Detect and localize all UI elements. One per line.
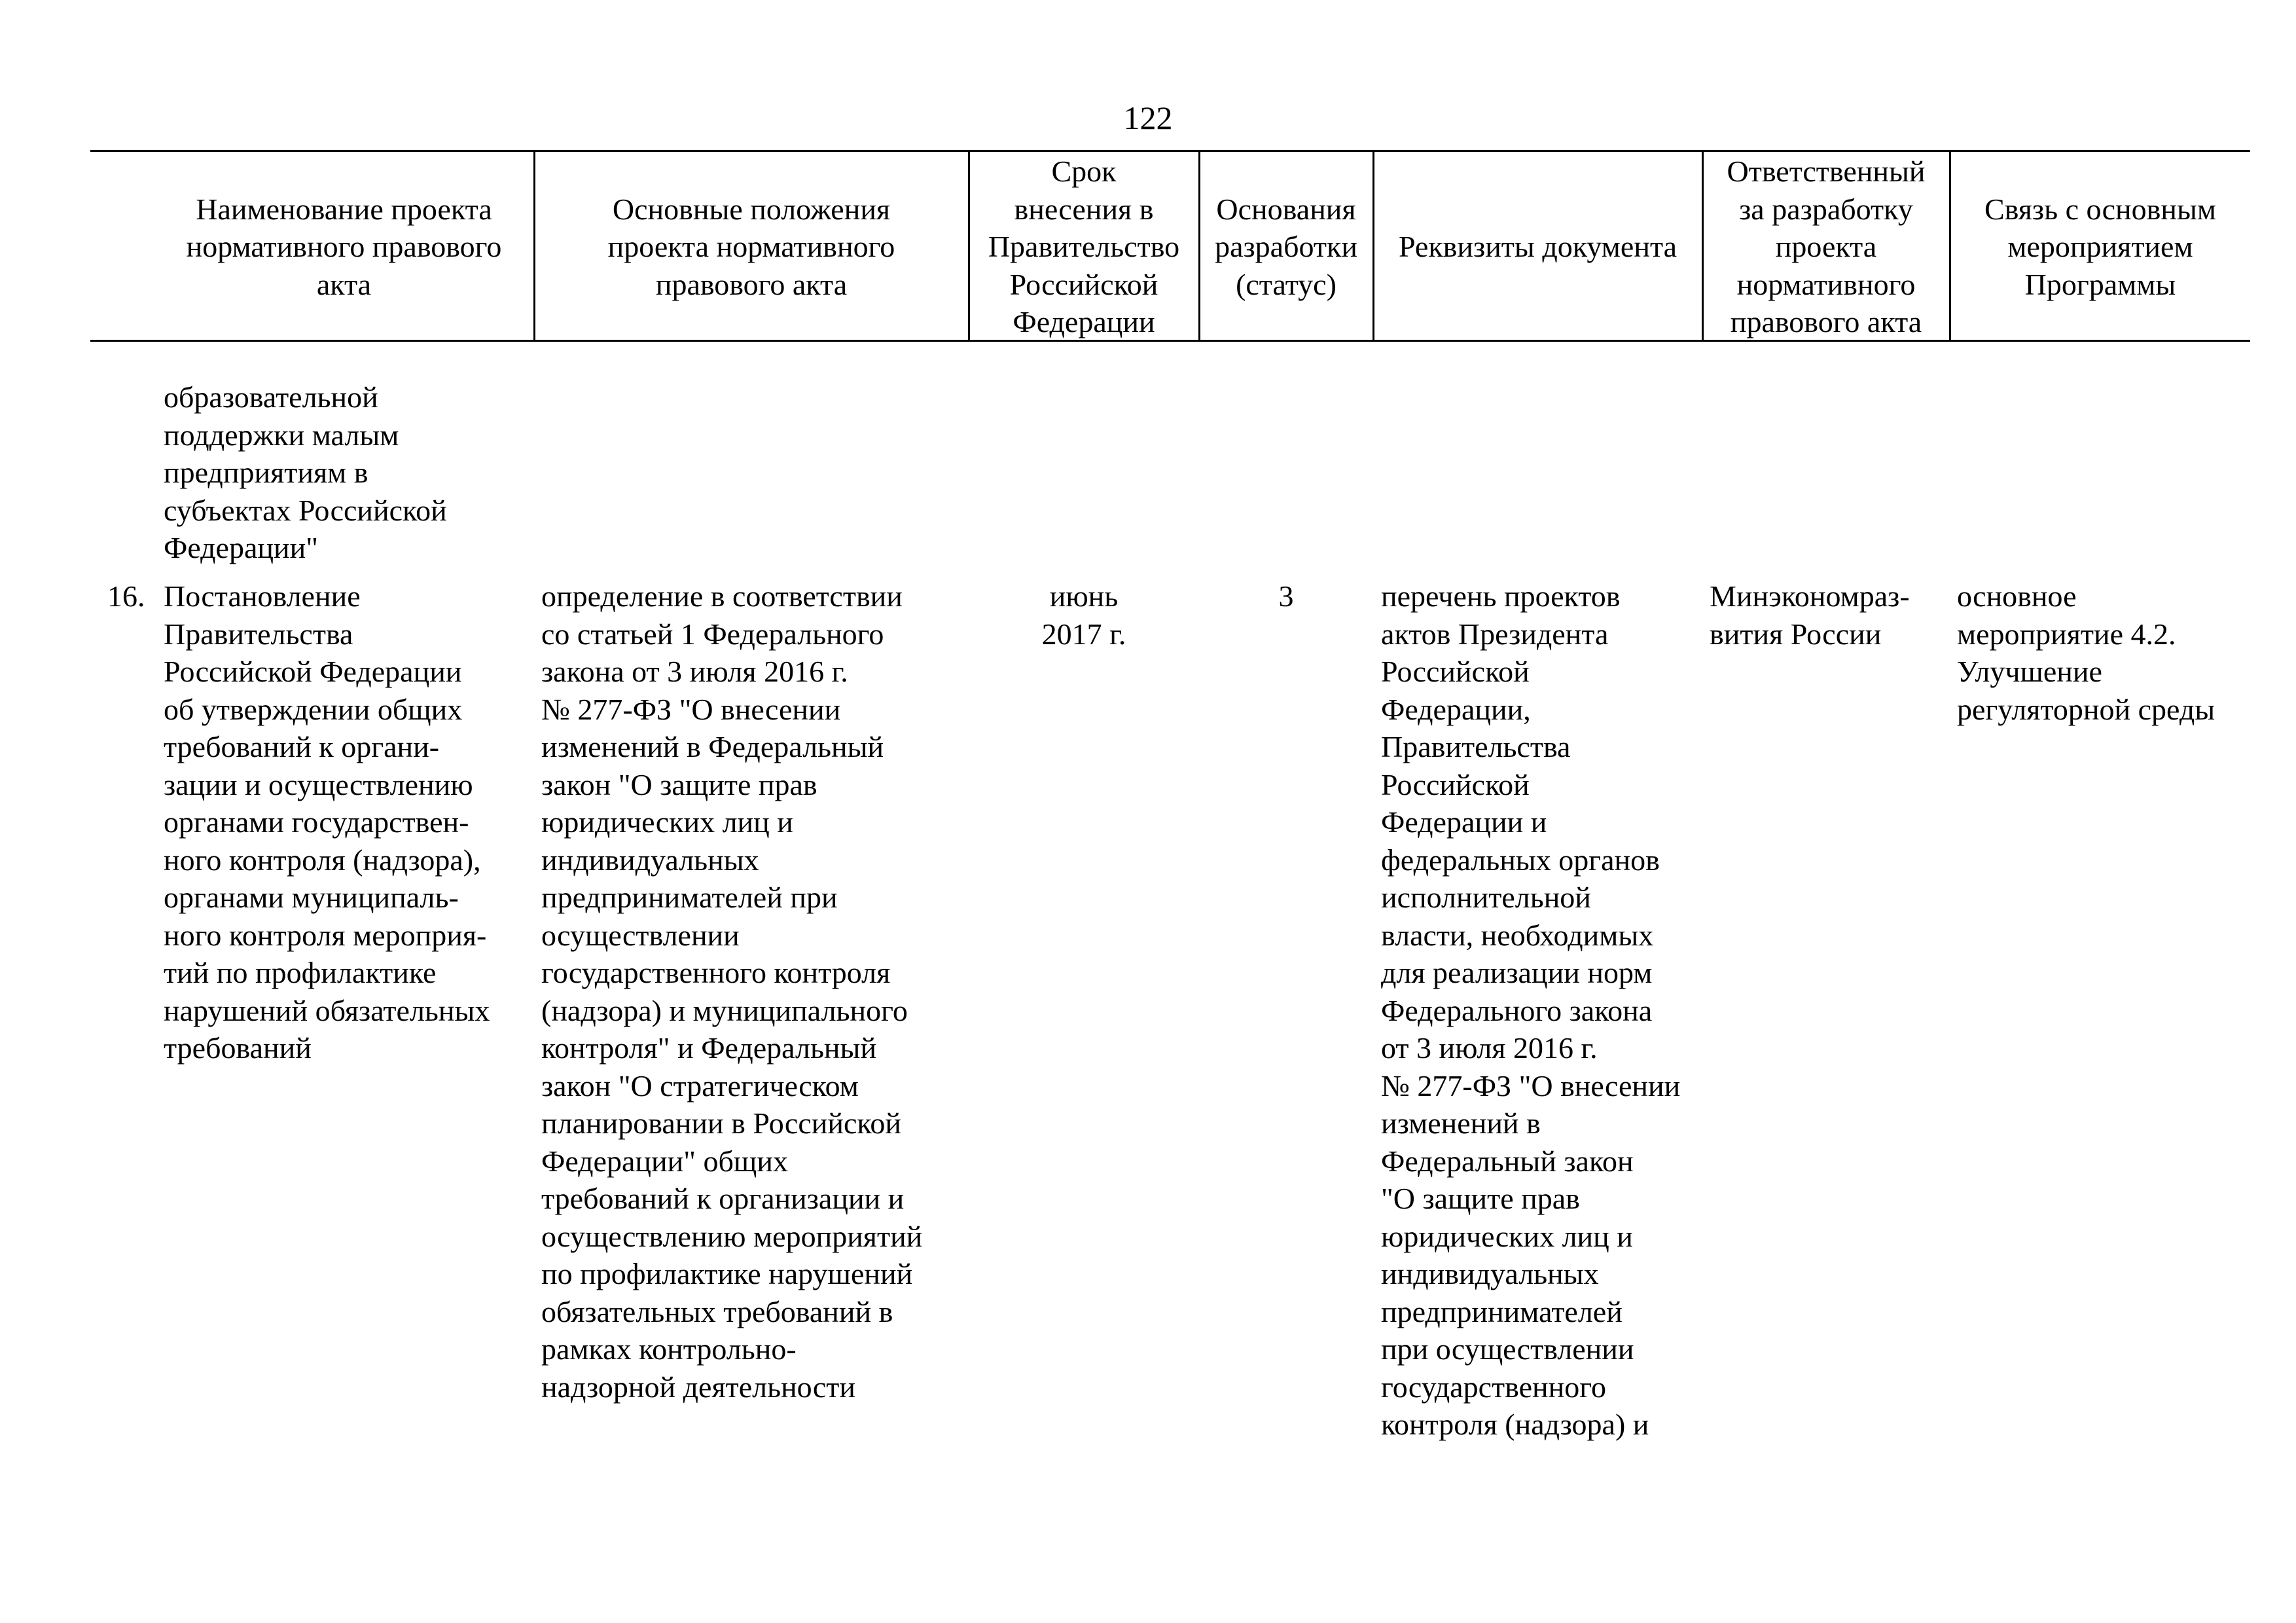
page-number: 122	[1123, 100, 1173, 136]
header-responsible: Ответственный за разработку проекта нормативного правового акта	[1727, 155, 1926, 339]
row-number: 16.	[107, 579, 145, 613]
header-name: Наименование проекта нормативного правового акта	[186, 192, 502, 301]
table-top-border	[90, 150, 2250, 152]
header-deadline: Срок внесения в Правительство Российской Федерации	[988, 155, 1180, 339]
row-name: Постановление Правительства Российской Федерации об утверждении общих требований к органи- зации и осуществлению органами государствен- ного контроля (надзора), органами муниципаль- ного контроля мероприя- тий по профилактике нарушений обязательных требований	[164, 579, 490, 1065]
column-divider	[968, 151, 970, 342]
column-divider	[1372, 151, 1374, 342]
column-divider	[1702, 151, 1704, 342]
header-provisions: Основные положения проекта нормативного правового акта	[607, 192, 895, 301]
header-basis: Основания разработки (статус)	[1215, 192, 1357, 301]
column-divider	[1198, 151, 1200, 342]
row-requisites: перечень проектов актов Президента Российской Федерации, Правительства Российской Федерации и федеральных органов исполнительной власти, необходимых для реализации норм Федерального закона от 3 июля 2016 г. № 277-ФЗ "О внесении изменений в Федеральный закон "О защите прав юридических лиц и индивидуальных предпринимателей при осуществлении государственного контроля (надзора) и	[1381, 579, 1681, 1441]
header-program-link: Связь с основным мероприятием Программы	[1984, 192, 2217, 301]
column-divider	[1949, 151, 1951, 342]
row-program-link: основное мероприятие 4.2. Улучшение регуляторной среды	[1957, 579, 2215, 726]
row-provisions: определение в соответствии со статьей 1 Федерального закона от 3 июля 2016 г. № 277-ФЗ "О внесении изменений в Федеральный закон "О защите прав юридических лиц и индивидуальных предпринимателей при осуществлении государственного контроля (надзора) и муниципального контроля" и Федеральный закон "О стратегическом планировании в Российской Федерации" общих требований к организации и осуществлению мероприятий по профилактике нарушений обязательных требований в рамках контрольно- надзорной деятельности	[541, 579, 923, 1404]
continuation-name-text: образовательной поддержки малым предприятиям в субъектах Российской Федерации"	[164, 380, 447, 564]
header-requisites: Реквизиты документа	[1398, 230, 1677, 264]
row-responsible: Минэкономраз- вития России	[1710, 579, 1910, 651]
row-deadline: июнь 2017 г.	[1041, 579, 1126, 651]
row-basis: 3	[1278, 579, 1294, 613]
column-divider	[533, 151, 535, 342]
